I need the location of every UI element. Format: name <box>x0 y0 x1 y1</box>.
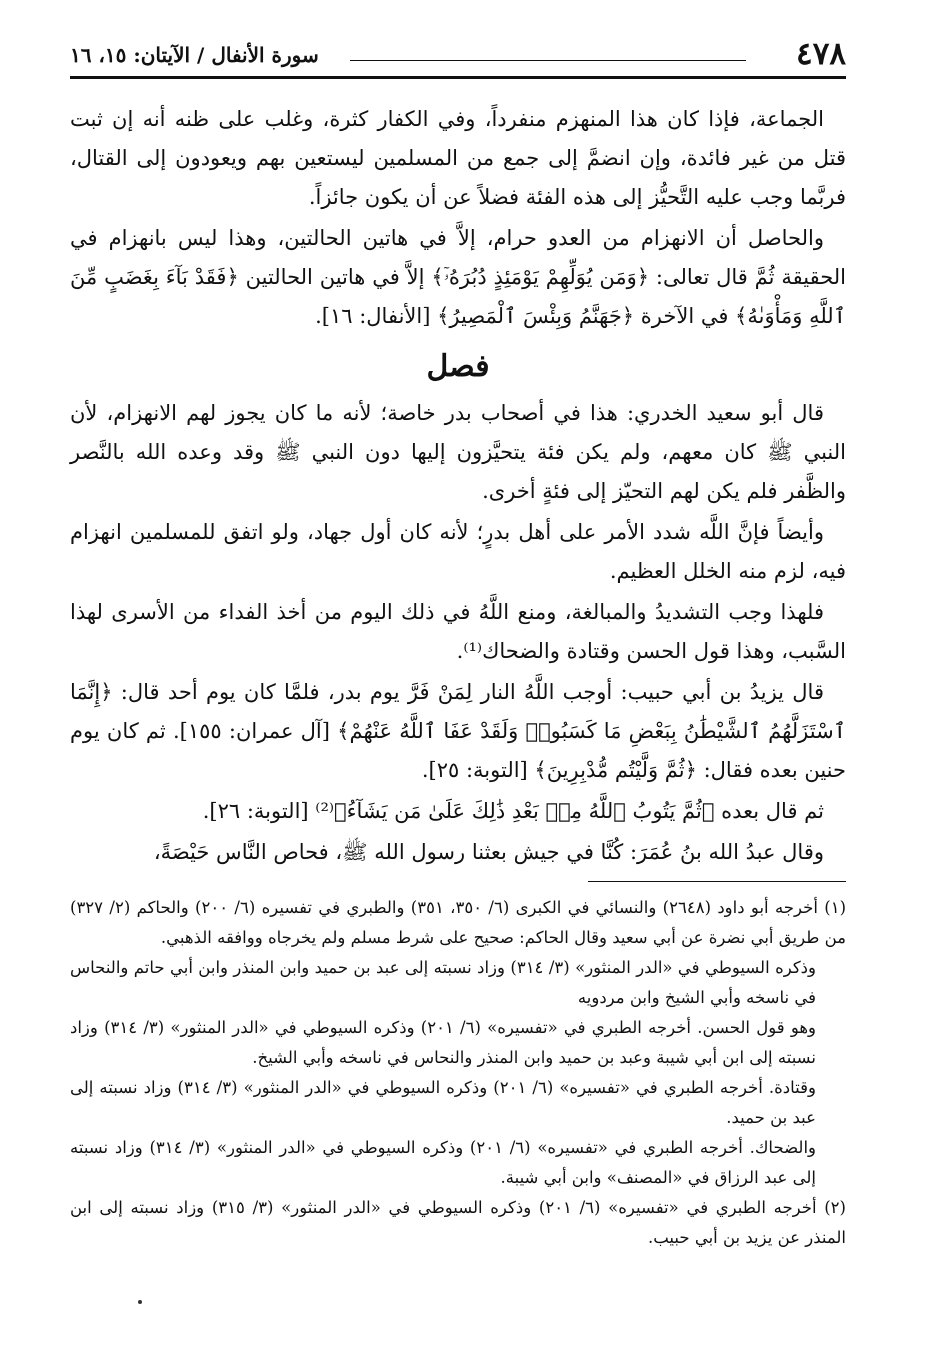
paragraph: ثم قال بعده ﴿ثُمَّ يَتُوبُ ٱللَّهُ مِنۢ بَعْدِ ذَٰلِكَ عَلَىٰ مَن يَشَآءُ﴾⁽²⁾ [التوبة: ٢٦]. <box>202 799 824 823</box>
paragraph: والحاصل أن الانهزام من العدو حرام، إلاَّ في هاتين الحالتين، وهذا ليس بانهزام في الحقيقة ثُمَّ قال تعالى: ﴿وَمَن يُوَلِّهِمْ يَوْمَئِذٍ دُبُرَهُۥٓ﴾ إلاَّ في هاتين الحالتين ﴿فَقَدْ بَآءَ بِغَضَبٍ مِّنَ ٱللَّهِ وَمَأْوَىٰهُ﴾ في الآخرة ﴿جَهَنَّمُ وَبِئْسَ ٱلْمَصِيرُ﴾ [الأنفال: ١٦]. <box>70 226 846 328</box>
footnotes <box>70 893 846 1253</box>
paragraph: فلهذا وجب التشديدُ والمبالغة، ومنع اللَّهُ في ذلك اليوم من أخذ الفداء من الأسرى لهذا السَّبب، وهذا قول الحسن وقتادة والضحاك⁽¹⁾. <box>70 600 846 663</box>
header-rule <box>350 60 746 61</box>
paragraph: الجماعة، فإذا كان هذا المنهزم منفرداً، وفي الكفار كثرة، وغلب على ظنه أنه إن ثبت قتل من غير فائدة، وإن انضمَّ إلى جمع من المسلمين ليستعين بهم ويعودون إلى القتال، فربَّما وجب عليه التَّحيُّز إلى هذه الفئة فضلاً عن أن يكون جائزاً. <box>70 107 846 209</box>
footnote: وقتادة. أخرجه الطبري في «تفسيره» (٦/ ٢٠١) وذكره السيوطي في «الدر المنثور» (٣/ ٣١٤) وزاد نسبته إلى عبد بن حميد. <box>70 1078 817 1127</box>
paragraph: وأيضاً فإنَّ اللَّه شدد الأمر على أهل بدرٍ؛ لأنه كان أول جهاد، ولو اتفق للمسلمين انهزام فيه، لزم منه الخلل العظيم. <box>70 520 846 583</box>
main-text <box>70 100 846 874</box>
page-header <box>70 36 846 79</box>
print-speck <box>138 1300 142 1304</box>
section-heading: فصل <box>426 349 490 384</box>
paragraph: قال أبو سعيد الخدري: هذا في أصحاب بدر خاصة؛ لأنه ما كان يجوز لهم الانهزام، لأن النبي ﷺ كان معهم، ولم يكن فئة يتحيَّزون إليها دون النبي ﷺ وقد وعده الله بالنَّصر والظَّفر فلم يكن لهم التحيّز إلى فئةٍ أخرى. <box>70 401 846 503</box>
running-title: سورة الأنفال / الآيتان: ١٥، ١٦ <box>70 43 319 67</box>
footnote: وهو قول الحسن. أخرجه الطبري في «تفسيره» (٦/ ٢٠١) وذكره السيوطي في «الدر المنثور» (٣/ ٣١٤) وزاد نسبته إلى ابن أبي شيبة وعبد بن حميد وابن المنذر والنحاس في ناسخه وأبي الشيخ. <box>70 1018 817 1067</box>
footnote: (٢) أخرجه الطبري في «تفسيره» (٦/ ٢٠١) وذكره السيوطي في «الدر المنثور» (٣/ ٣١٥) وزاد نسبته إلى ابن المنذر عن يزيد بن أبي حبيب. <box>70 1198 846 1247</box>
footnote: والضحاك. أخرجه الطبري في «تفسيره» (٦/ ٢٠١) وذكره السيوطي في «الدر المنثور» (٣/ ٣١٤) وزاد نسبته إلى عبد الرزاق في «المصنف» وابن أبي شيبة. <box>70 1138 817 1187</box>
footnote: (١) أخرجه أبو داود (٢٦٤٨) والنسائي في الكبرى (٦/ ٣٥٠، ٣٥١) والطبري في تفسيره (٦/ ٢٠٠) والحاكم (٢/ ٣٢٧) من طريق أبي نضرة عن أبي سعيد وقال الحاكم: صحيح على شرط مسلم ولم يخرجاه ووافقه الذهبي. <box>70 898 846 947</box>
footnote-separator <box>588 881 846 882</box>
paragraph: وقال عبدُ الله بنُ عُمَرَ: كُنَّا في جيش بعثنا رسول الله ﷺ، فحاص النَّاس حَيْصَةً، <box>153 840 824 864</box>
footnote: وذكره السيوطي في «الدر المنثور» (٣/ ٣١٤) وزاد نسبته إلى عبد بن حميد وابن المنذر وابن أبي حاتم والنحاس في ناسخه وأبي الشيخ وابن مردويه <box>70 958 816 1007</box>
paragraph: قال يزيدُ بن أبي حبيب: أوجب اللَّهُ النار لِمَنْ فَرَّ يوم بدر، فلمَّا كان يوم أحد قال: ﴿إِنَّمَا ٱسْتَزَلَّهُمُ ٱلشَّيْطَٰنُ بِبَعْضِ مَا كَسَبُوا۟ وَلَقَدْ عَفَا ٱللَّهُ عَنْهُمْ﴾ [آل عمران: ١٥٥]. ثم كان يوم حنين بعده فقال: ﴿ثُمَّ وَلَّيْتُم مُّدْبِرِينَ﴾ [التوبة: ٢٥]. <box>70 680 846 782</box>
page-number: ٤٧٨ <box>796 36 846 72</box>
